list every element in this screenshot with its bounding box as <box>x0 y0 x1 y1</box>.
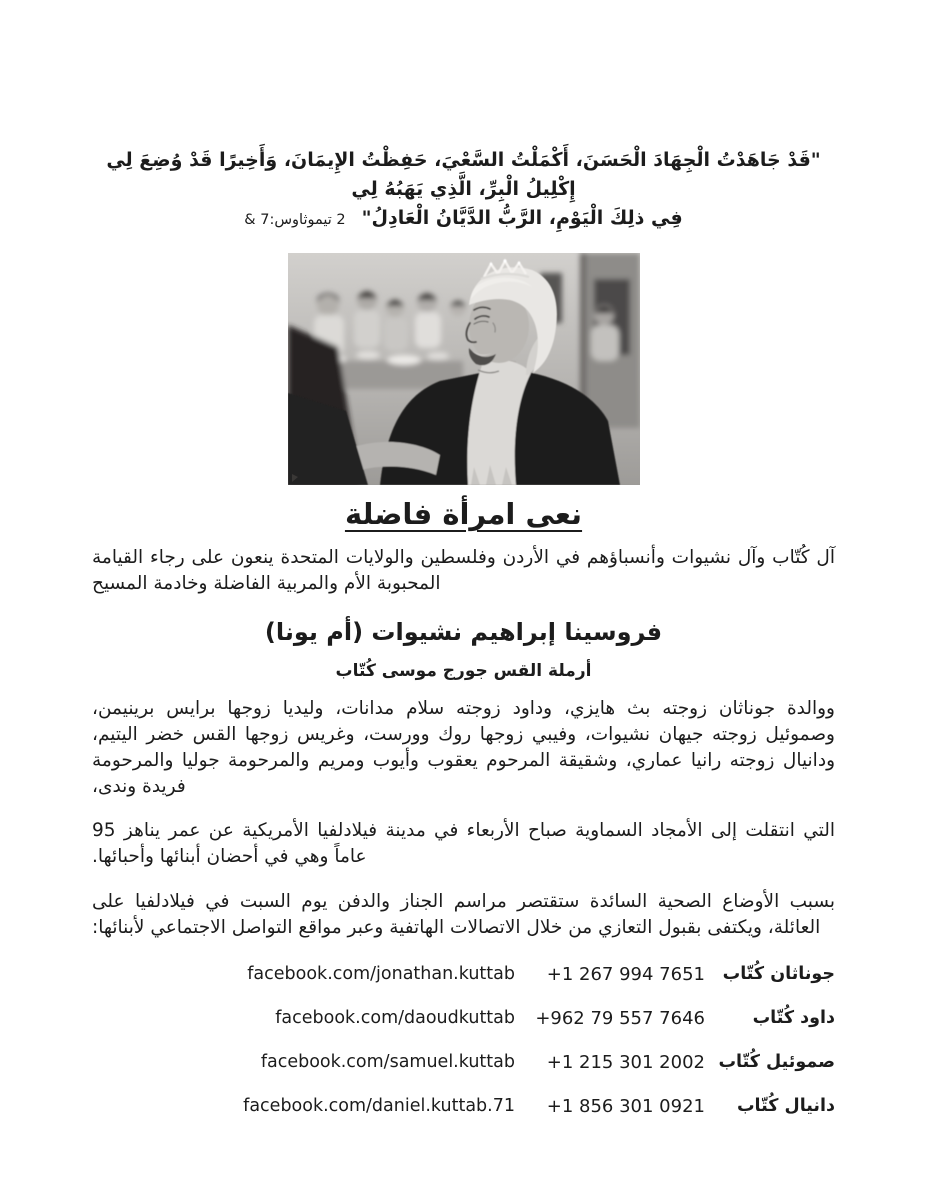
contact-name: صموئيل كُتّاب <box>718 1052 835 1072</box>
passing-paragraph: التي انتقلت إلى الأمجاد السماوية صباح الأربعاء في مدينة فيلادلفيا الأمريكية عن عمر يناهز 95 عاماً وهي في أحضان أبنائها وأحبائها. <box>92 820 835 867</box>
contact-row <box>92 1091 835 1121</box>
contact-phone: +962 79 557 7646 <box>535 1007 705 1029</box>
verse-line-1: "قَدْ جَاهَدْتُ الْجِهَادَ الْحَسَنَ، أَكْمَلْتُ السَّعْيَ، حَفِظْتُ الإِيمَانَ، وَأَخِيرًا قَدْ وُضِعَ لِي إِكْلِيلُ الْبِرِّ، الَّذِي يَهَبُهُ لِي <box>106 149 821 200</box>
bible-verse <box>92 146 835 235</box>
contact-name: داود كُتّاب <box>752 1008 835 1028</box>
contact-name: جوناثان كُتّاب <box>722 964 835 984</box>
contact-row <box>92 1047 835 1077</box>
contact-row <box>92 1003 835 1033</box>
contact-facebook: facebook.com/daoudkuttab <box>275 1008 515 1028</box>
contact-phone: +1 856 301 0921 <box>546 1095 705 1117</box>
page-title: نعى امرأة فاضلة <box>344 497 583 531</box>
intro-paragraph: آل كُتّاب وآل نشيوات وأنسباؤهم في الأردن وفلسطين والولايات المتحدة ينعون على رجاء القيامة المحبوبة الأم والمربية الفاضلة وخادمة المسيح <box>92 547 835 594</box>
arrangements-paragraph: بسبب الأوضاع الصحية السائدة ستقتصر مراسم الجناز والدفن يوم السبت في فيلادلفيا على العائلة، ويكتفى بقبول التعازي من خلال الاتصالات الهاتفية وعبر مواقع التواصل الاجتماعي لأبنائها: <box>92 890 835 938</box>
contact-row <box>92 959 835 989</box>
deceased-photo <box>288 253 640 485</box>
contact-phone: +1 267 994 7651 <box>546 963 705 985</box>
verse-citation: 2 تيموثاوس:7 & <box>244 212 346 228</box>
family-paragraph: ووالدة جوناثان زوجته بث هايزي، وداود زوجته سلام مدانات، وليديا زوجها برايس برينيمن، وصموئيل زوجته جيهان نشيوات، وفيبي زوجها روك وورست، وغريس زوجها القس خضر اليتيم، ودانيال زوجته رانيا عماري، وشقيقة المرحوم يعقوب وأيوب ومريم والمرحومة جوليا والمرحومة فريدة وندى، <box>92 697 835 797</box>
widow-of-line: أرملة القس جورج موسى كُتّاب <box>335 660 592 681</box>
contact-name: دانيال كُتّاب <box>736 1096 835 1116</box>
photo-illustration <box>288 253 640 485</box>
deceased-name: فروسينا إبراهيم نشيوات (أم يونا) <box>264 617 663 646</box>
contact-facebook: facebook.com/daniel.kuttab.71 <box>243 1096 515 1116</box>
contact-facebook: facebook.com/jonathan.kuttab <box>247 964 515 984</box>
contact-phone: +1 215 301 2002 <box>546 1051 705 1073</box>
contact-facebook: facebook.com/samuel.kuttab <box>260 1052 515 1072</box>
verse-line-2: فِي ذلِكَ الْيَوْمِ، الرَّبُّ الدَّيَّانُ الْعَادِلُ" <box>361 207 683 229</box>
contacts-table <box>92 959 835 1121</box>
